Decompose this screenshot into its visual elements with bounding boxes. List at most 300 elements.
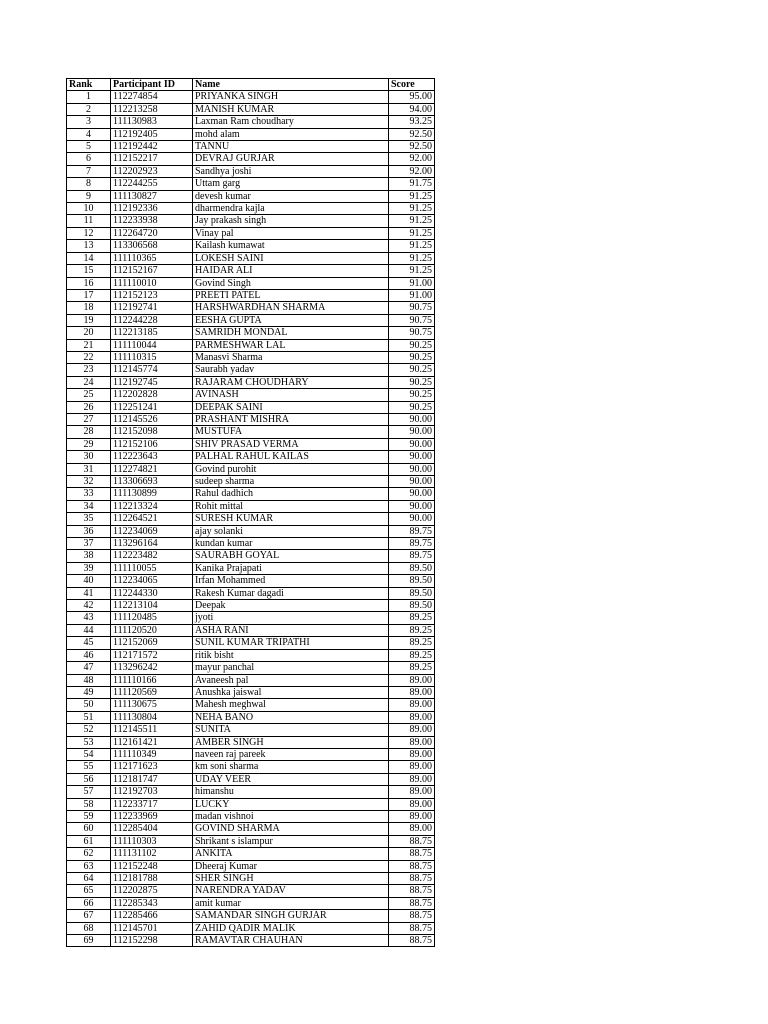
- rank-cell: 45: [67, 637, 111, 649]
- participant-id-cell: 112285404: [111, 823, 193, 835]
- score-cell: 92.50: [389, 141, 435, 153]
- rank-cell: 36: [67, 525, 111, 537]
- participant-id-cell: 113306568: [111, 240, 193, 252]
- name-cell: Govind purohit: [193, 463, 389, 475]
- score-cell: 91.25: [389, 240, 435, 252]
- participant-id-cell: 112192741: [111, 302, 193, 314]
- name-cell: SHER SINGH: [193, 873, 389, 885]
- column-header-score: Score: [389, 79, 435, 91]
- participant-id-cell: 112233717: [111, 798, 193, 810]
- rank-cell: 41: [67, 587, 111, 599]
- score-cell: 89.00: [389, 748, 435, 760]
- table-row: [67, 376, 435, 388]
- score-cell: 91.25: [389, 265, 435, 277]
- participant-id-cell: 111110365: [111, 252, 193, 264]
- name-cell: Kailash kumawat: [193, 240, 389, 252]
- score-cell: 89.00: [389, 823, 435, 835]
- table-row: [67, 686, 435, 698]
- name-cell: PALHAL RAHUL KAILAS: [193, 451, 389, 463]
- participant-id-cell: 111130827: [111, 190, 193, 202]
- rank-cell: 69: [67, 935, 111, 947]
- score-cell: 90.00: [389, 451, 435, 463]
- name-cell: DEVRAJ GURJAR: [193, 153, 389, 165]
- table-row: [67, 612, 435, 624]
- participant-id-cell: 112152069: [111, 637, 193, 649]
- participant-id-cell: 113296242: [111, 662, 193, 674]
- name-cell: DEEPAK SAINI: [193, 401, 389, 413]
- name-cell: PARMESHWAR LAL: [193, 339, 389, 351]
- rank-cell: 27: [67, 413, 111, 425]
- participant-id-cell: 112145774: [111, 364, 193, 376]
- name-cell: GOVIND SHARMA: [193, 823, 389, 835]
- participant-id-cell: 112192405: [111, 128, 193, 140]
- name-cell: Uttam garg: [193, 178, 389, 190]
- rank-cell: 30: [67, 451, 111, 463]
- rank-cell: 55: [67, 761, 111, 773]
- rank-cell: 12: [67, 227, 111, 239]
- participant-id-cell: 112274854: [111, 91, 193, 103]
- table-row: [67, 513, 435, 525]
- participant-id-cell: 112145526: [111, 413, 193, 425]
- score-cell: 89.50: [389, 600, 435, 612]
- rank-cell: 16: [67, 277, 111, 289]
- participant-id-cell: 112223643: [111, 451, 193, 463]
- name-cell: Deepak: [193, 600, 389, 612]
- table-row: [67, 550, 435, 562]
- name-cell: Avaneesh pal: [193, 674, 389, 686]
- name-cell: jyoti: [193, 612, 389, 624]
- name-cell: ANKITA: [193, 848, 389, 860]
- score-cell: 90.25: [389, 376, 435, 388]
- score-cell: 89.25: [389, 649, 435, 661]
- table-row: [67, 860, 435, 872]
- rank-cell: 29: [67, 438, 111, 450]
- rank-cell: 59: [67, 810, 111, 822]
- score-cell: 89.50: [389, 562, 435, 574]
- name-cell: HARSHWARDHAN SHARMA: [193, 302, 389, 314]
- participant-id-cell: 112233938: [111, 215, 193, 227]
- rank-cell: 32: [67, 476, 111, 488]
- participant-id-cell: 111110044: [111, 339, 193, 351]
- table-header-row: [67, 79, 435, 91]
- name-cell: Govind Singh: [193, 277, 389, 289]
- name-cell: madan vishnoi: [193, 810, 389, 822]
- score-cell: 90.25: [389, 401, 435, 413]
- table-row: [67, 413, 435, 425]
- rank-cell: 42: [67, 600, 111, 612]
- rank-cell: 50: [67, 699, 111, 711]
- table-row: [67, 500, 435, 512]
- table-row: [67, 897, 435, 909]
- score-cell: 92.50: [389, 128, 435, 140]
- column-header-rank: Rank: [67, 79, 111, 91]
- participant-id-cell: 112152167: [111, 265, 193, 277]
- name-cell: RAJARAM CHOUDHARY: [193, 376, 389, 388]
- rank-cell: 20: [67, 327, 111, 339]
- name-cell: HAIDAR ALI: [193, 265, 389, 277]
- rank-cell: 44: [67, 624, 111, 636]
- score-cell: 89.00: [389, 786, 435, 798]
- name-cell: SUNITA: [193, 724, 389, 736]
- score-cell: 91.00: [389, 277, 435, 289]
- score-cell: 89.00: [389, 699, 435, 711]
- score-cell: 91.25: [389, 203, 435, 215]
- rank-cell: 47: [67, 662, 111, 674]
- participant-id-cell: 112233969: [111, 810, 193, 822]
- table-row: [67, 153, 435, 165]
- rank-cell: 25: [67, 389, 111, 401]
- participant-id-cell: 112285466: [111, 910, 193, 922]
- score-cell: 90.00: [389, 488, 435, 500]
- name-cell: Mahesh meghwal: [193, 699, 389, 711]
- name-cell: ZAHID QADIR MALIK: [193, 922, 389, 934]
- rank-cell: 2: [67, 103, 111, 115]
- participant-id-cell: 111120520: [111, 624, 193, 636]
- rank-cell: 15: [67, 265, 111, 277]
- rank-cell: 65: [67, 885, 111, 897]
- name-cell: AMBER SINGH: [193, 736, 389, 748]
- score-cell: 90.75: [389, 302, 435, 314]
- name-cell: km soni sharma: [193, 761, 389, 773]
- name-cell: Irfan Mohammed: [193, 575, 389, 587]
- name-cell: Shrikant s islampur: [193, 835, 389, 847]
- participant-id-cell: 111110315: [111, 351, 193, 363]
- score-cell: 90.25: [389, 339, 435, 351]
- table-row: [67, 810, 435, 822]
- participant-id-cell: 112202828: [111, 389, 193, 401]
- name-cell: PRIYANKA SINGH: [193, 91, 389, 103]
- rank-cell: 57: [67, 786, 111, 798]
- rank-cell: 40: [67, 575, 111, 587]
- table-row: [67, 141, 435, 153]
- rank-cell: 24: [67, 376, 111, 388]
- name-cell: Rahul dadhich: [193, 488, 389, 500]
- table-row: [67, 736, 435, 748]
- participant-id-cell: 112285343: [111, 897, 193, 909]
- score-cell: 90.00: [389, 476, 435, 488]
- score-cell: 89.00: [389, 761, 435, 773]
- table-row: [67, 835, 435, 847]
- table-row: [67, 575, 435, 587]
- name-cell: UDAY VEER: [193, 773, 389, 785]
- name-cell: NARENDRA YADAV: [193, 885, 389, 897]
- name-cell: SAURABH GOYAL: [193, 550, 389, 562]
- participant-id-cell: 111120569: [111, 686, 193, 698]
- name-cell: SAMRIDH MONDAL: [193, 327, 389, 339]
- table-row: [67, 488, 435, 500]
- table-row: [67, 389, 435, 401]
- table-row: [67, 525, 435, 537]
- participant-id-cell: 112244228: [111, 314, 193, 326]
- participant-id-cell: 111130675: [111, 699, 193, 711]
- name-cell: SHIV PRASAD VERMA: [193, 438, 389, 450]
- score-cell: 88.75: [389, 835, 435, 847]
- table-row: [67, 116, 435, 128]
- rank-cell: 8: [67, 178, 111, 190]
- score-cell: 91.25: [389, 227, 435, 239]
- table-row: [67, 277, 435, 289]
- table-row: [67, 600, 435, 612]
- participant-id-cell: 111110303: [111, 835, 193, 847]
- table-row: [67, 773, 435, 785]
- participant-id-cell: 111131102: [111, 848, 193, 860]
- table-row: [67, 848, 435, 860]
- table-row: [67, 748, 435, 760]
- rank-cell: 35: [67, 513, 111, 525]
- name-cell: ajay solanki: [193, 525, 389, 537]
- participant-id-cell: 112213324: [111, 500, 193, 512]
- table-row: [67, 227, 435, 239]
- rank-cell: 46: [67, 649, 111, 661]
- participant-id-cell: 111110166: [111, 674, 193, 686]
- rank-cell: 62: [67, 848, 111, 860]
- participant-id-cell: 112145511: [111, 724, 193, 736]
- name-cell: naveen raj pareek: [193, 748, 389, 760]
- name-cell: Anushka jaiswal: [193, 686, 389, 698]
- score-cell: 89.25: [389, 662, 435, 674]
- score-cell: 90.00: [389, 438, 435, 450]
- score-cell: 91.25: [389, 190, 435, 202]
- column-header-name: Name: [193, 79, 389, 91]
- participant-id-cell: 112152248: [111, 860, 193, 872]
- participant-id-cell: 112234065: [111, 575, 193, 587]
- table-row: [67, 935, 435, 947]
- participant-id-cell: 113306693: [111, 476, 193, 488]
- name-cell: ritik bisht: [193, 649, 389, 661]
- score-cell: 89.75: [389, 525, 435, 537]
- table-row: [67, 426, 435, 438]
- name-cell: MUSTUFA: [193, 426, 389, 438]
- participant-id-cell: 112192703: [111, 786, 193, 798]
- score-cell: 90.00: [389, 463, 435, 475]
- score-cell: 89.25: [389, 624, 435, 636]
- rank-cell: 56: [67, 773, 111, 785]
- rank-cell: 18: [67, 302, 111, 314]
- participant-id-cell: 111110055: [111, 562, 193, 574]
- score-cell: 88.75: [389, 848, 435, 860]
- rank-cell: 1: [67, 91, 111, 103]
- score-cell: 89.75: [389, 538, 435, 550]
- score-cell: 90.25: [389, 389, 435, 401]
- score-cell: 89.00: [389, 674, 435, 686]
- score-cell: 90.00: [389, 500, 435, 512]
- rank-cell: 66: [67, 897, 111, 909]
- participant-id-cell: 112152106: [111, 438, 193, 450]
- table-row: [67, 476, 435, 488]
- table-row: [67, 873, 435, 885]
- participant-id-cell: 112161421: [111, 736, 193, 748]
- name-cell: mohd alam: [193, 128, 389, 140]
- rank-cell: 53: [67, 736, 111, 748]
- table-row: [67, 674, 435, 686]
- table-row: [67, 327, 435, 339]
- rank-cell: 7: [67, 165, 111, 177]
- score-cell: 91.00: [389, 289, 435, 301]
- rank-cell: 21: [67, 339, 111, 351]
- name-cell: Saurabh yadav: [193, 364, 389, 376]
- table-row: [67, 190, 435, 202]
- score-cell: 92.00: [389, 153, 435, 165]
- rank-cell: 3: [67, 116, 111, 128]
- participant-id-cell: 112152123: [111, 289, 193, 301]
- table-row: [67, 637, 435, 649]
- participant-id-cell: 112181747: [111, 773, 193, 785]
- participant-id-cell: 112213185: [111, 327, 193, 339]
- rank-cell: 26: [67, 401, 111, 413]
- rank-cell: 9: [67, 190, 111, 202]
- table-row: [67, 451, 435, 463]
- participant-id-cell: 111120485: [111, 612, 193, 624]
- table-row: [67, 699, 435, 711]
- score-cell: 90.00: [389, 413, 435, 425]
- rank-cell: 39: [67, 562, 111, 574]
- rank-cell: 63: [67, 860, 111, 872]
- name-cell: amit kumar: [193, 897, 389, 909]
- participant-id-cell: 112152217: [111, 153, 193, 165]
- participant-id-cell: 111130983: [111, 116, 193, 128]
- score-cell: 91.25: [389, 252, 435, 264]
- name-cell: mayur panchal: [193, 662, 389, 674]
- participant-id-cell: 112264720: [111, 227, 193, 239]
- table-row: [67, 401, 435, 413]
- score-cell: 88.75: [389, 922, 435, 934]
- participant-id-cell: 112202923: [111, 165, 193, 177]
- participant-id-cell: 112213258: [111, 103, 193, 115]
- participant-id-cell: 111110010: [111, 277, 193, 289]
- table-row: [67, 724, 435, 736]
- name-cell: LUCKY: [193, 798, 389, 810]
- score-cell: 89.00: [389, 736, 435, 748]
- table-row: [67, 165, 435, 177]
- name-cell: SURESH KUMAR: [193, 513, 389, 525]
- score-cell: 88.75: [389, 897, 435, 909]
- table-row: [67, 240, 435, 252]
- participant-id-cell: 112244330: [111, 587, 193, 599]
- table-row: [67, 215, 435, 227]
- rank-cell: 37: [67, 538, 111, 550]
- participant-id-cell: 111130804: [111, 711, 193, 723]
- name-cell: LOKESH SAINI: [193, 252, 389, 264]
- score-cell: 89.50: [389, 575, 435, 587]
- rank-cell: 61: [67, 835, 111, 847]
- rank-cell: 31: [67, 463, 111, 475]
- rank-cell: 17: [67, 289, 111, 301]
- participant-id-cell: 112192336: [111, 203, 193, 215]
- table-row: [67, 798, 435, 810]
- rank-cell: 22: [67, 351, 111, 363]
- score-cell: 89.00: [389, 798, 435, 810]
- score-cell: 89.00: [389, 686, 435, 698]
- table-row: [67, 786, 435, 798]
- rank-cell: 14: [67, 252, 111, 264]
- participant-id-cell: 112171623: [111, 761, 193, 773]
- score-cell: 88.75: [389, 910, 435, 922]
- participant-id-cell: 112145701: [111, 922, 193, 934]
- score-cell: 89.00: [389, 810, 435, 822]
- table-row: [67, 910, 435, 922]
- participant-id-cell: 112152298: [111, 935, 193, 947]
- score-cell: 89.00: [389, 773, 435, 785]
- name-cell: devesh kumar: [193, 190, 389, 202]
- table-body: [67, 91, 435, 947]
- score-cell: 89.00: [389, 711, 435, 723]
- rank-cell: 13: [67, 240, 111, 252]
- column-header-participant-id: Participant ID: [111, 79, 193, 91]
- name-cell: Dheeraj Kumar: [193, 860, 389, 872]
- participant-id-cell: 112192442: [111, 141, 193, 153]
- name-cell: PREETI PATEL: [193, 289, 389, 301]
- score-cell: 91.25: [389, 215, 435, 227]
- score-cell: 90.00: [389, 426, 435, 438]
- name-cell: Rohit mittal: [193, 500, 389, 512]
- name-cell: Sandhya joshi: [193, 165, 389, 177]
- rank-cell: 34: [67, 500, 111, 512]
- table-row: [67, 178, 435, 190]
- table-row: [67, 265, 435, 277]
- rank-cell: 43: [67, 612, 111, 624]
- table-row: [67, 351, 435, 363]
- participant-id-cell: 111110349: [111, 748, 193, 760]
- rank-cell: 54: [67, 748, 111, 760]
- rank-cell: 5: [67, 141, 111, 153]
- score-cell: 89.75: [389, 550, 435, 562]
- score-cell: 91.75: [389, 178, 435, 190]
- participant-id-cell: 112202875: [111, 885, 193, 897]
- name-cell: TANNU: [193, 141, 389, 153]
- name-cell: kundan kumar: [193, 538, 389, 550]
- score-cell: 90.75: [389, 327, 435, 339]
- score-cell: 90.25: [389, 364, 435, 376]
- score-cell: 88.75: [389, 873, 435, 885]
- name-cell: AVINASH: [193, 389, 389, 401]
- table-row: [67, 302, 435, 314]
- participant-id-cell: 113296164: [111, 538, 193, 550]
- score-cell: 92.00: [389, 165, 435, 177]
- name-cell: SUNIL KUMAR TRIPATHI: [193, 637, 389, 649]
- table-row: [67, 823, 435, 835]
- rank-cell: 23: [67, 364, 111, 376]
- score-cell: 89.25: [389, 612, 435, 624]
- table-row: [67, 438, 435, 450]
- table-row: [67, 289, 435, 301]
- table-row: [67, 761, 435, 773]
- rank-cell: 6: [67, 153, 111, 165]
- rank-cell: 33: [67, 488, 111, 500]
- table-row: [67, 649, 435, 661]
- results-table: [66, 78, 435, 947]
- score-cell: 89.00: [389, 724, 435, 736]
- name-cell: Kanika Prajapati: [193, 562, 389, 574]
- participant-id-cell: 112244255: [111, 178, 193, 190]
- score-cell: 94.00: [389, 103, 435, 115]
- participant-id-cell: 112192745: [111, 376, 193, 388]
- name-cell: RAMAVTAR CHAUHAN: [193, 935, 389, 947]
- score-cell: 90.25: [389, 351, 435, 363]
- rank-cell: 49: [67, 686, 111, 698]
- score-cell: 88.75: [389, 860, 435, 872]
- participant-id-cell: 112251241: [111, 401, 193, 413]
- participant-id-cell: 112181788: [111, 873, 193, 885]
- table-row: [67, 624, 435, 636]
- rank-cell: 58: [67, 798, 111, 810]
- table-row: [67, 128, 435, 140]
- rank-cell: 10: [67, 203, 111, 215]
- name-cell: himanshu: [193, 786, 389, 798]
- table-row: [67, 339, 435, 351]
- rank-cell: 4: [67, 128, 111, 140]
- table-row: [67, 364, 435, 376]
- table-row: [67, 587, 435, 599]
